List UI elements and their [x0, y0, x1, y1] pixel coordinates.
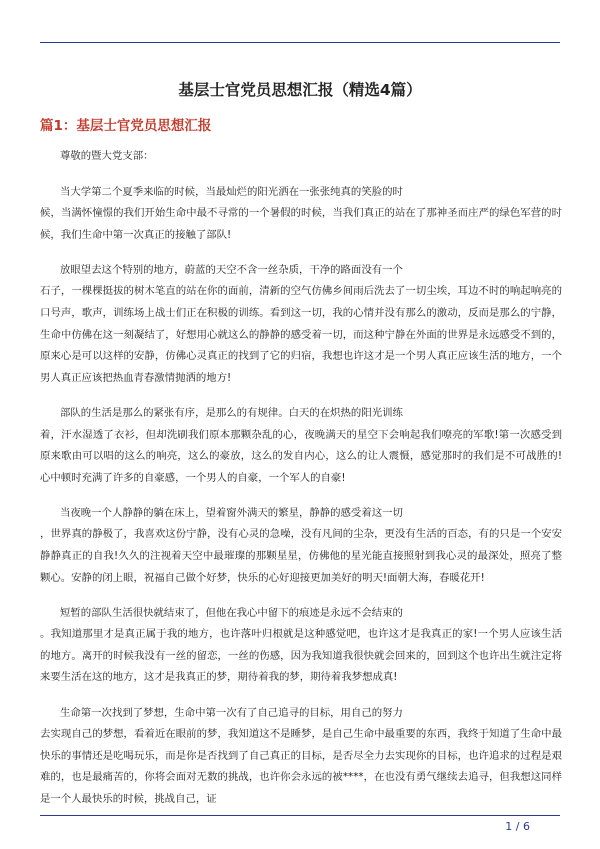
paragraph-continuation: 去实现自己的梦想，看着近在眼前的梦，我知道这不是睡梦，是自己生命中最重要的东西，我终于知道了生命中最快乐的事情还是吃喝玩乐，而是你是否找到了自己真正的目标，是否尽全力去实现你的目标，也许追求的过程是艰难的，也是最痛苦的，你将会面对无数的挑战，也许你会永远的被****，在也没有勇气继续去追寻，但我想这同样是一个人最快乐的时候，挑战自己，证 [40, 728, 562, 805]
paragraph-first-line: 生命第一次找到了梦想，生命中第一次有了自己追寻的目标，用自己的努力 [60, 706, 403, 719]
section-heading: 篇1：基层士官党员思想汇报 [40, 118, 212, 134]
paragraph-continuation: 候，当满怀憧憬的我们开始生命中最不寻常的一个暑假的时候，当我们真正的站在了那神圣而庄严的绿色军营的时候，我们生命中第一次真正的接触了部队! [40, 207, 562, 241]
paragraph-first-line: 当夜晚一个人静静的躺在床上，望着窗外满天的繁星，静静的感受着这一切 [60, 506, 403, 519]
paragraph-continuation: ，世界真的静极了，我喜欢这份宁静，没有心灵的急噪，没有凡间的尘杂，更没有生活的百态，有的只是一个安安静静真正的自我!久久的注视着天空中最璀璨的那颗星星，仿佛他的星光能直接照射到我心灵的最深处，照亮了整颗心。安静的闭上眼，祝福自己做个好梦，快乐的心好迎接更加美好的明天!面朝大海，春暖花开! [40, 528, 562, 584]
body-paragraph [40, 603, 562, 689]
header-rule [40, 42, 560, 43]
body-paragraph [40, 703, 562, 811]
paragraph-first-line: 当大学第二个夏季来临的时候，当最灿烂的阳光洒在一张张纯真的笑脸的时 [60, 185, 403, 198]
body-paragraph [40, 182, 562, 247]
paragraph-first-line: 部队的生活是那么的紧张有序，是那么的有规律。白天的在炽热的阳光训练 [60, 406, 403, 419]
document-title: 基层士官党员思想汇报（精选4篇） [178, 81, 422, 99]
document-body [40, 146, 562, 824]
paragraph-continuation: 。我知道那里才是真正属于我的地方，也许落叶归根就是这种感觉吧，也许这才是我真正的家!一个男人应该生活的地方。离开的时候我没有一丝的留恋，一丝的伤感，因为我知道我很快就会回来的，回到这个也许出生就注定将来要生活在这的地方，这才是我真正的梦，期待着我的梦，期待着我梦想成真! [40, 628, 562, 684]
footer-rule [40, 815, 560, 816]
paragraph-continuation: 着，汗水湿透了衣衫，但却洗刷我们原本那颗杂乱的心，夜晚满天的星空下会响起我们嘹亮的军歌!第一次感受到原来歌由可以唱的这么的响亮，这么的豪放，这么的发自内心，这么的让人震慑，感觉那时的我们是不可战胜的!心中顿时充满了许多的自豪感，一个男人的自豪，一个军人的自豪! [40, 428, 562, 484]
paragraph-first-line: 放眼望去这个特别的地方，蔚蓝的天空不含一丝杂质，干净的路面没有一个 [60, 263, 403, 276]
paragraph-first-line: 短暂的部队生活很快就结束了，但他在我心中留下的痕迹是永远不会结束的 [60, 606, 403, 619]
salutation: 尊敬的暨大党支部： [60, 150, 154, 162]
body-paragraph [40, 403, 562, 489]
paragraph-continuation: 石子，一棵棵挺拔的树木笔直的站在你的面前，清新的空气仿佛乡间雨后洗去了一切尘埃，耳边不时的响起响亮的口号声，歌声，训练场上战士们正在积极的训练。看到这一切，我的心情并没有那么的激动，反而是那么的宁静，生命中仿佛在这一刻凝结了，好想用心就这么的静静的感受着一切，而这种宁静在外面的世界是永远感受不到的，原来心是可以这样的安静，仿佛心灵真正的找到了它的归宿，我想也许这才是一个男人真正应该生活的地方，一个男人真正应该把热血青春激情抛洒的地方! [40, 285, 562, 384]
body-paragraph [40, 260, 562, 390]
body-paragraph [40, 503, 562, 589]
page-number: 1 / 6 [505, 820, 530, 833]
